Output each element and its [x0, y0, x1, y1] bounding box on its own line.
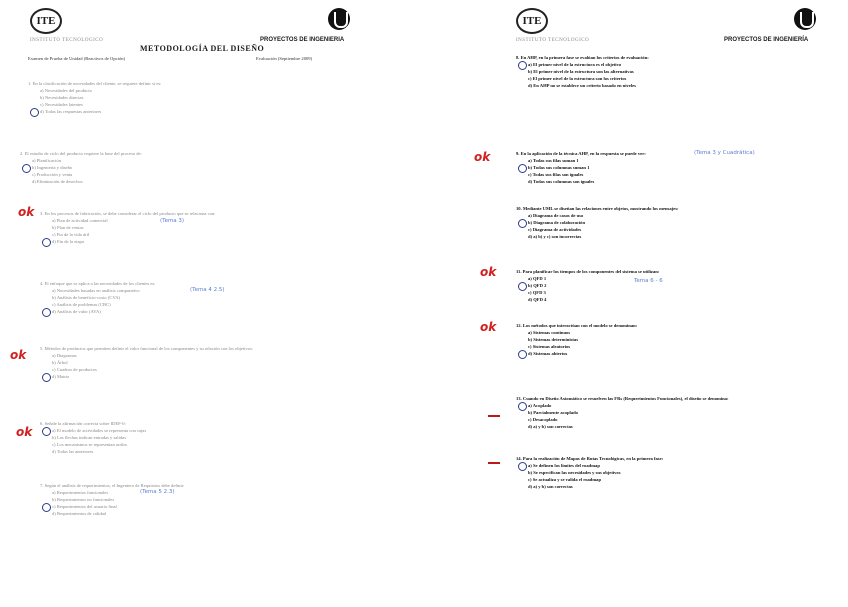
- institution-name: INSTITUTO TECNOLOGICO: [516, 38, 590, 43]
- question-stem: 13. Cuando en Diseño Axiomático se resuelven las FRs (Requerimientos Funcionales), el diseño se denomina:: [516, 396, 729, 401]
- ok-mark: ok: [480, 320, 497, 334]
- option[interactable]: c) QFD 3: [528, 290, 546, 295]
- option[interactable]: a) Diagrama de casos de uso: [528, 213, 584, 218]
- header-right: PROYECTOS DE INGENIERÍA: [724, 37, 809, 43]
- option[interactable]: d) Eliminación de desechos: [32, 179, 83, 184]
- option[interactable]: c) Desacoplado: [528, 417, 558, 422]
- option[interactable]: b) Las flechas indican entradas y salidas: [52, 435, 126, 440]
- question-7: [40, 482, 380, 517]
- question-1: [28, 80, 358, 115]
- question-stem: 5. Métodos de productos que permiten definir el valor funcional de los componentes y su relación con los objetivos:: [40, 346, 254, 351]
- option[interactable]: b) Necesidades directas: [40, 95, 84, 100]
- option[interactable]: a) Plan de actividad comercial: [52, 218, 108, 223]
- ok-mark: ok: [10, 348, 27, 362]
- question-stem: 12. Los métodos que interactúan con el modelo se denominan:: [516, 323, 638, 328]
- question-stem: 1. En la clasificación de necesidades del cliente, se requiere definir si es:: [28, 81, 162, 86]
- subtitle-right: Evaluación (Septiembre 2009): [256, 56, 313, 61]
- option[interactable]: d) QFD 4: [528, 297, 547, 302]
- handwritten-note: (Tema 3 y Cuadrática): [694, 150, 755, 156]
- option[interactable]: b) Árbol: [52, 360, 68, 365]
- question-stem: 14. Para la realización de Mapas de Rutas Tecnológicas, en la primera fase:: [516, 456, 664, 461]
- option[interactable]: d) a) y b) son correctas: [528, 424, 573, 429]
- option[interactable]: c) Producción y venta: [32, 172, 73, 177]
- question-stem: 9. En la aplicación de la técnica AHP, en la respuesta se puede ver:: [516, 151, 646, 156]
- option[interactable]: c) Análisis de problemas (CBC): [52, 302, 111, 307]
- ok-mark: ok: [474, 150, 491, 164]
- question-4: [40, 280, 380, 315]
- option-selected[interactable]: d) Todas las respuestas anteriores: [28, 108, 358, 115]
- question-stem: 10. Mediante UML se diseñan las relaciones entre objetos, mostrando los mensajes:: [516, 206, 679, 211]
- option-selected[interactable]: a) El primer nivel de la estructura es el objetivo: [516, 61, 826, 68]
- question-8: [516, 54, 826, 89]
- option[interactable]: a) Necesidades del producto: [40, 88, 92, 93]
- question-12: [516, 322, 826, 357]
- option[interactable]: d) Todas sus columnas son iguales: [528, 179, 595, 184]
- option[interactable]: a) Planificación: [32, 158, 61, 163]
- option[interactable]: d) En AHP no se establece un criterio basado en niveles: [528, 83, 636, 88]
- red-dash-mark: [488, 415, 500, 417]
- option[interactable]: c) El primer nivel de la estructura son los criterios: [528, 76, 627, 81]
- option[interactable]: c) Todas sus filas son iguales: [528, 172, 584, 177]
- question-stem: 4. El enfoque que se aplica a las necesidades de los clientes es:: [40, 281, 156, 286]
- question-9: [516, 150, 826, 185]
- option[interactable]: b) Parcialmente acoplado: [528, 410, 578, 415]
- option[interactable]: c) Necesidades latentes: [40, 102, 83, 107]
- right-page: [424, 0, 848, 607]
- ok-mark: ok: [480, 265, 497, 279]
- option[interactable]: b) Análisis de beneficio-costo (CVA): [52, 295, 121, 300]
- option[interactable]: a) Necesidades basadas en análisis comparativo: [52, 288, 140, 293]
- option-selected[interactable]: b) Diagrama de colaboración: [516, 219, 826, 226]
- option[interactable]: c) Cuadros de productos: [52, 367, 97, 372]
- option[interactable]: b) El primer nivel de la estructura son las alternativas: [528, 69, 634, 74]
- option[interactable]: c) Fin de la vida útil: [52, 232, 90, 237]
- option[interactable]: d) a) y b) son correctas: [528, 484, 573, 489]
- page-title: METODOLOGÍA DEL DISEÑO: [140, 44, 265, 53]
- option-selected[interactable]: a) El modelo de actividades se representa con cajas: [40, 427, 380, 434]
- header-right: PROYECTOS DE INGENIERIA: [260, 37, 345, 43]
- option[interactable]: d) Todas las anteriores: [52, 449, 94, 454]
- institution-logo: ITE: [516, 8, 548, 34]
- institution-name: INSTITUTO TECNOLOGICO: [30, 38, 104, 43]
- institution-logo: ITE: [30, 8, 62, 34]
- handwritten-note: (Tema 3): [160, 218, 185, 224]
- question-5: [40, 345, 380, 380]
- ok-mark: ok: [18, 205, 35, 219]
- option[interactable]: d) a) b) y c) son incorrectas: [528, 234, 582, 239]
- question-3: [40, 210, 380, 245]
- option-selected[interactable]: b) Ingeniería y diseño: [20, 164, 350, 171]
- question-2: [20, 150, 350, 185]
- question-10: [516, 205, 826, 240]
- question-stem: 11. Para planificar los tiempos de los componentes del sistema se utilizan:: [516, 269, 660, 274]
- question-stem: 7. Según el análisis de requerimientos, el Ingeniero de Requisitos debe definir:: [40, 483, 185, 488]
- option[interactable]: b) Requerimientos no funcionales: [52, 497, 115, 502]
- question-14: [516, 455, 826, 490]
- subtitle-left: Examen de Prueba de Unidad (Reactivos de Opción): [28, 56, 126, 61]
- option-selected[interactable]: d) Fin de la etapa: [40, 238, 380, 245]
- option-selected[interactable]: b) QFD 2: [516, 282, 826, 289]
- option[interactable]: a) Todas sus filas suman 1: [528, 158, 579, 163]
- red-dash-mark: [488, 462, 500, 464]
- handwritten-note: (Tema 4 2.5): [190, 287, 225, 293]
- seal-icon: [328, 8, 350, 30]
- question-stem: 2. El estudio de ciclo del producto requiere la base del proceso de:: [20, 151, 142, 156]
- option[interactable]: a) Requerimientos funcionales: [52, 490, 109, 495]
- option[interactable]: b) Se especifican las necesidades y sus objetivos: [528, 470, 621, 475]
- option-selected[interactable]: a) Acoplado: [516, 402, 826, 409]
- option-selected[interactable]: d) Matriz: [40, 373, 380, 380]
- question-13: [516, 395, 826, 430]
- question-stem: 3. En los procesos de fabricación, se debe considerar el ciclo del producto que se relaciona con:: [40, 211, 216, 216]
- option[interactable]: d) Requerimientos de calidad: [52, 511, 106, 516]
- option-selected[interactable]: d) Sistemas abiertos: [516, 350, 826, 357]
- seal-icon: [794, 8, 816, 30]
- option[interactable]: c) Diagrama de actividades: [528, 227, 582, 232]
- handwritten-note: Tema 6 - 6: [634, 278, 663, 284]
- option[interactable]: a) QFD 1: [528, 276, 547, 281]
- option[interactable]: a) Diagramas: [52, 353, 77, 358]
- question-stem: 6. Señale la afirmación correcta sobre IDEF-0:: [40, 421, 126, 426]
- question-6: [40, 420, 380, 455]
- option[interactable]: b) Plan de ventas: [52, 225, 84, 230]
- question-11: [516, 268, 826, 303]
- question-stem: 8. En AHP, en la primera fase se evalúan los criterios de evaluación:: [516, 55, 649, 60]
- option-selected[interactable]: a) Se definen los límites del roadmap: [516, 462, 826, 469]
- option[interactable]: a) Sistemas continuos: [528, 330, 571, 335]
- option-selected[interactable]: b) Todas sus columnas suman 1: [516, 164, 826, 171]
- handwritten-note: (Tema 5 2.3): [140, 489, 175, 495]
- option-selected[interactable]: c) Requerimientos del usuario final: [40, 503, 380, 510]
- ok-mark: ok: [16, 425, 33, 439]
- option[interactable]: c) Se actualiza y se valida el roadmap: [528, 477, 602, 482]
- option[interactable]: c) Sistemas aleatorios: [528, 344, 571, 349]
- option[interactable]: b) Sistemas deterministas: [528, 337, 579, 342]
- option-selected[interactable]: d) Análisis de valor (AVA): [40, 308, 380, 315]
- option[interactable]: c) Los mecanismos se representan arriba: [52, 442, 127, 447]
